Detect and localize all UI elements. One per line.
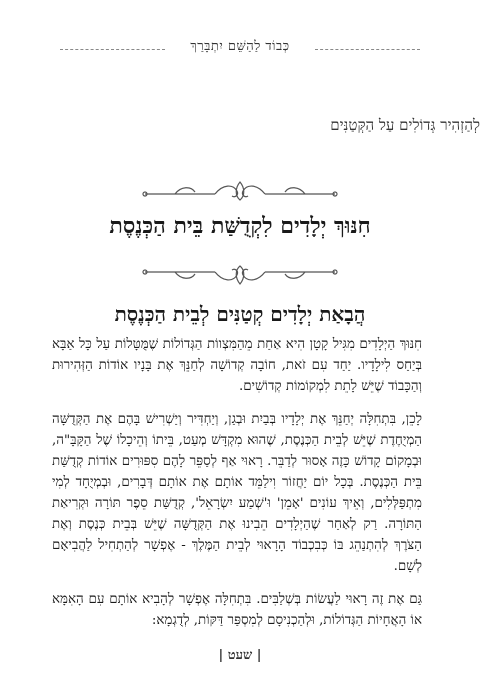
body-text — [52, 334, 422, 643]
paragraph-1: חִנּוּךְ הַיְלָדִים מִגִּיל קָטָן הִיא אַחַת מֵהַמִּצְווֹת הַגְּדוֹלוֹת שֶׁמֻּטָּלוֹת עַל כָּל אַבָּא בְּיַחַס לִילָדָיו. יַחַד עִם זֹאת, חוֹבָה קְדוֹשָׁה לְחַנֵּךְ אֶת בָּנָיו אוֹדוֹת הַזְּהִירוּת וְהַכָּבוֹד שֶׁיֵּשׁ לָתֵת לִמְקוֹמוֹת קְדוֹשִׁים. — [52, 337, 422, 394]
chapter-title: חִנּוּךְ יְלָדִים לִקְדֻשַּׁת בֵּית הַכְּנֶסֶת — [109, 213, 371, 239]
running-title: לְהַזְהִיר גְּדוֹלִים עַל הַקְּטַנִּים — [330, 116, 480, 134]
paragraph-2: לָכֵן, בִּתְחִלָּה יְחַנֵּךְ אֶת יְלָדָיו בְּבַיִת וּבְגַן, וְיַחְדִּיר וְיַשְׁרִישׁ בָּהֶם אֶת הַקְּדֻשָּׁה הַמְיֻחֶדֶת שֶׁיֵּשׁ לְבֵית הַכְּנֶסֶת, שֶׁהוּא מִקְדָּשׁ מְעַט, בֵּיתוֹ וְהֵיכָלוֹ שֶׁל הַקָּבָּ"ה, וּבְמָקוֹם קָדוֹשׁ כָּזֶה אָסוּר לְדַבֵּר. רָאוּי אַף לְסַפֵּר לָהֶם סִפּוּרִים אוֹדוֹת קְדֻשַּׁת בֵּית הַכְּנֶסֶת. בְּכָל יוֹם יַחֲזוֹר וִילַמֵּד אוֹתָם אֶת אוֹתָם דְּבָרִים, וּבְמְיֻחָד לְמִי מִתְפַּלְּלִים, וְאֵיךְ עוֹנִים 'אָמֵן' וּ'שְׁמַע יִשְׂרָאֵל', קְדֻשַּׁת סֵפֶר תּוֹרָה וּקְרִיאַת הַתּוֹרָה. רַק לְאַחַר שֶׁהַיְלָדִים הֵבִינוּ אֶת הַקְּדֻשָּׁה שֶׁיֵּשׁ בְּבֵית כְּנֶסֶת וְאֶת הַצֹּרֶךְ לְהִתְנַהֵג בּוֹ כְּבִכְבוֹד הָרָאוּי לְבֵית הַמֶּלֶךְ - אֶפְשָׁר לְהַתְחִיל לַהֲבִיאָם לְשָׁם. — [52, 412, 422, 574]
ornament-top-icon — [135, 178, 345, 204]
paragraph-3: גַּם אֶת זֶה רָאוּי לַעֲשׂוֹת בְּשְׁלַבִּים. בִּתְחִלָּה אֶפְשָׁר לְהָבִיא אוֹתָם עִם הָאִמָּא אוֹ הָאֲחָיוֹת הַגְּדוֹלוֹת, וּלְהַכְנִיסָם לְמִסְפַּר דַּקּוֹת, לְדֻגְמָא: — [52, 592, 422, 628]
page-number: | שעט | — [218, 648, 262, 663]
section-title: הֲבָאַת יְלָדִים קְטַנִּים לְבֵית הַכְּנֶסֶת — [114, 302, 366, 326]
page-header — [60, 38, 420, 60]
header-rule-left — [60, 49, 165, 50]
header-text: כְּבוֹד לַהַשֵּׁם יִתְבָּרַךְ — [190, 39, 290, 54]
ornament-bottom-icon — [135, 262, 345, 288]
